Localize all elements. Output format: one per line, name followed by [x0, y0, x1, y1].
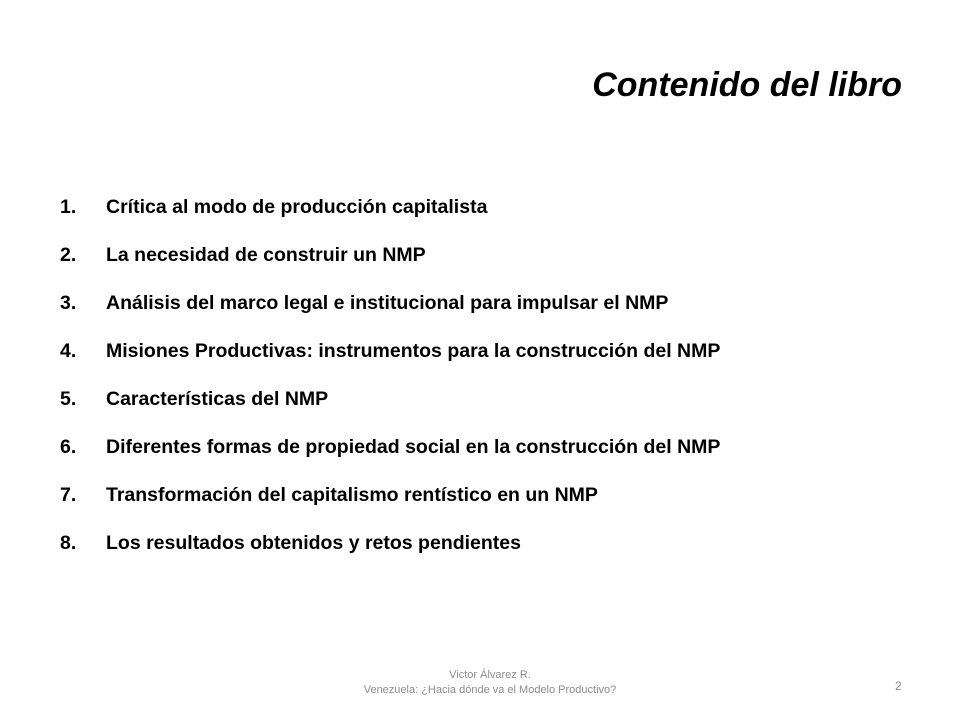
toc-item-text: Transformación del capitalismo rentístico en un NMP	[106, 484, 598, 506]
toc-item-text: Crítica al modo de producción capitalista	[106, 196, 488, 218]
footer	[0, 668, 960, 698]
toc-item-number: 6.	[60, 436, 77, 458]
toc-item-8	[60, 532, 920, 580]
toc-item-number: 5.	[60, 388, 77, 410]
footer-book-title: Venezuela: ¿Hacia dónde va el Modelo Productivo?	[363, 684, 617, 696]
toc-item-1	[60, 196, 920, 244]
toc-item-4	[60, 340, 920, 388]
toc-item-7	[60, 484, 920, 532]
toc-item-text: Diferentes formas de propiedad social en la construcción del NMP	[106, 436, 721, 458]
toc-item-6	[60, 436, 920, 484]
toc-item-number: 1.	[60, 196, 77, 218]
toc-item-number: 3.	[60, 292, 77, 314]
toc-item-text: Características del NMP	[106, 388, 329, 410]
toc-item-5	[60, 388, 920, 436]
toc-item-3	[60, 292, 920, 340]
toc-item-number: 8.	[60, 532, 77, 554]
toc-item-number: 2.	[60, 244, 77, 266]
table-of-contents	[60, 196, 920, 580]
toc-item-2	[60, 244, 920, 292]
slide-title: Contenido del libro	[592, 66, 902, 104]
toc-item-text: Análisis del marco legal e institucional para impulsar el NMP	[106, 292, 669, 314]
toc-item-text: La necesidad de construir un NMP	[106, 244, 426, 266]
toc-item-text: Los resultados obtenidos y retos pendientes	[106, 532, 521, 554]
toc-item-text: Misiones Productivas: instrumentos para la construcción del NMP	[106, 340, 721, 362]
toc-item-number: 7.	[60, 484, 77, 506]
footer-author: Victor Álvarez R.	[449, 669, 531, 681]
toc-item-number: 4.	[60, 340, 77, 362]
page-number: 2	[895, 679, 902, 693]
